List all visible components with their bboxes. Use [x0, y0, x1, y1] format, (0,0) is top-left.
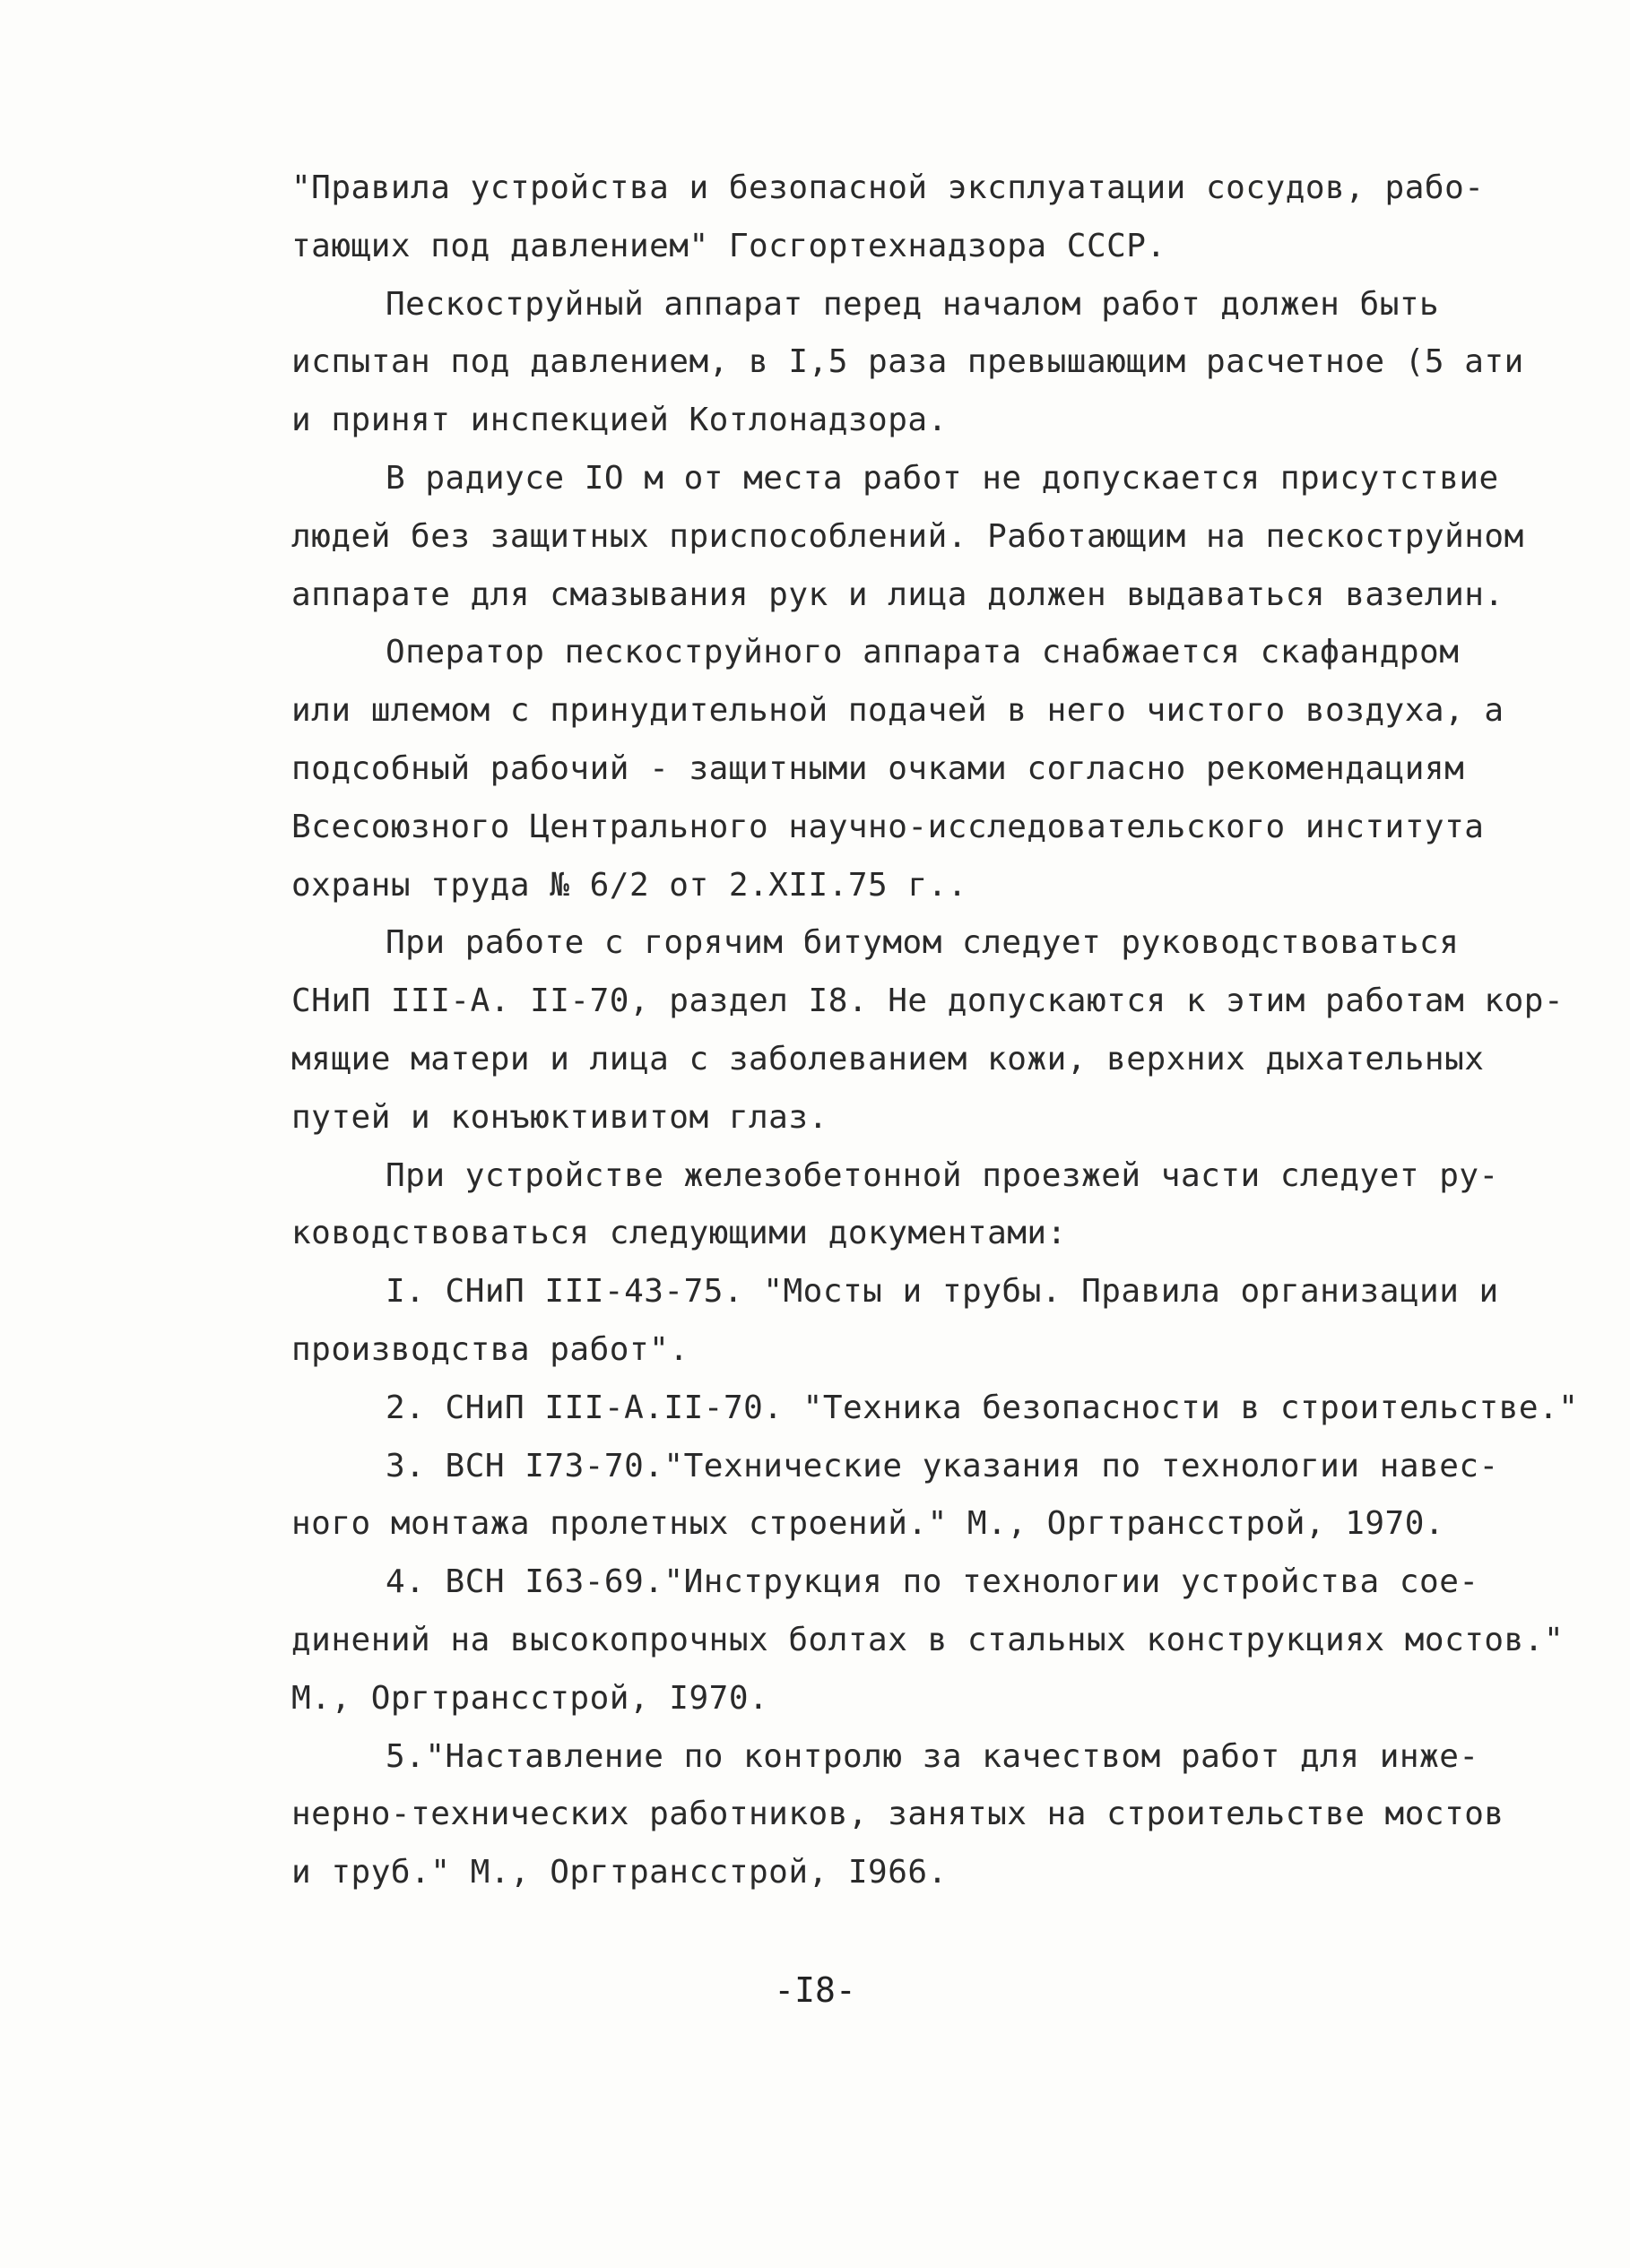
- text-line: динений на высокопрочных болтах в стальных конструкциях мостов.": [291, 1621, 1565, 1658]
- page-number: -I8-: [774, 1970, 856, 2010]
- text-line: нерно-технических работников, занятых на строительстве мостов: [291, 1796, 1504, 1833]
- paragraph-start-line: Пескоструйный аппарат перед началом работ должен быть: [386, 285, 1440, 323]
- text-line: подсобный рабочий - защитными очками согласно рекомендациям: [291, 749, 1465, 787]
- paragraph-start-line: При работе с горячим битумом следует руководствоваться: [386, 924, 1460, 962]
- paragraph-start-line: Оператор пескоструйного аппарата снабжается скафандром: [386, 634, 1460, 671]
- text-line: охраны труда № 6/2 от 2.ХII.75 г..: [291, 866, 967, 904]
- text-line: производства работ".: [291, 1330, 689, 1368]
- paragraph-start-line: В радиусе IО м от места работ не допускается присутствие: [386, 459, 1499, 497]
- text-line: путей и конъюктивитом глаз.: [291, 1098, 828, 1136]
- list-item-line: 2. СНиП III-А.II-70. "Техника безопасности в строительстве.": [386, 1389, 1579, 1426]
- text-line: ководствоваться следующими документами:: [291, 1215, 1067, 1252]
- text-line: ного монтажа пролетных строений." М., Оргтрансстрой, 1970.: [291, 1505, 1445, 1543]
- list-item-line: I. СНиП III-43-75. "Мосты и трубы. Правила организации и: [386, 1273, 1499, 1311]
- text-line: и труб." М., Оргтрансстрой, I966.: [291, 1854, 948, 1891]
- text-line: испытан под давлением, в I,5 раза превышающим расчетное (5 ати: [291, 343, 1524, 381]
- text-line: людей без защитных приспособлений. Работающим на пескоструйном: [291, 517, 1524, 555]
- list-item-line: 3. ВСН I73-70."Технические указания по технологии навес-: [386, 1447, 1499, 1485]
- text-line: "Правила устройства и безопасной эксплуатации сосудов, рабо-: [291, 169, 1485, 206]
- paragraph-start-line: При устройстве железобетонной проезжей части следует ру-: [386, 1156, 1499, 1194]
- text-line: или шлемом с принудительной подачей в него чистого воздуха, а: [291, 692, 1504, 730]
- text-line: СНиП III-А. II-70, раздел I8. Не допускаются к этим работам кор-: [291, 983, 1565, 1020]
- text-line: и принят инспекцией Котлонадзора.: [291, 402, 948, 439]
- text-line: мящие матери и лица с заболеванием кожи, верхних дыхательных: [291, 1040, 1485, 1078]
- text-line: аппарате для смазывания рук и лица должен выдаваться вазелин.: [291, 576, 1504, 613]
- list-item-line: 4. ВСН I63-69."Инструкция по технологии устройства сое-: [386, 1563, 1479, 1601]
- text-line: Всесоюзного Центрального научно-исследовательского института: [291, 808, 1485, 845]
- body-text: [291, 160, 1579, 1902]
- text-line: тающих под давлением" Госгортехнадзора СССР.: [291, 227, 1166, 264]
- text-line: М., Оргтрансстрой, I970.: [291, 1679, 769, 1717]
- list-item-line: 5."Наставление по контролю за качеством работ для инже-: [386, 1737, 1479, 1775]
